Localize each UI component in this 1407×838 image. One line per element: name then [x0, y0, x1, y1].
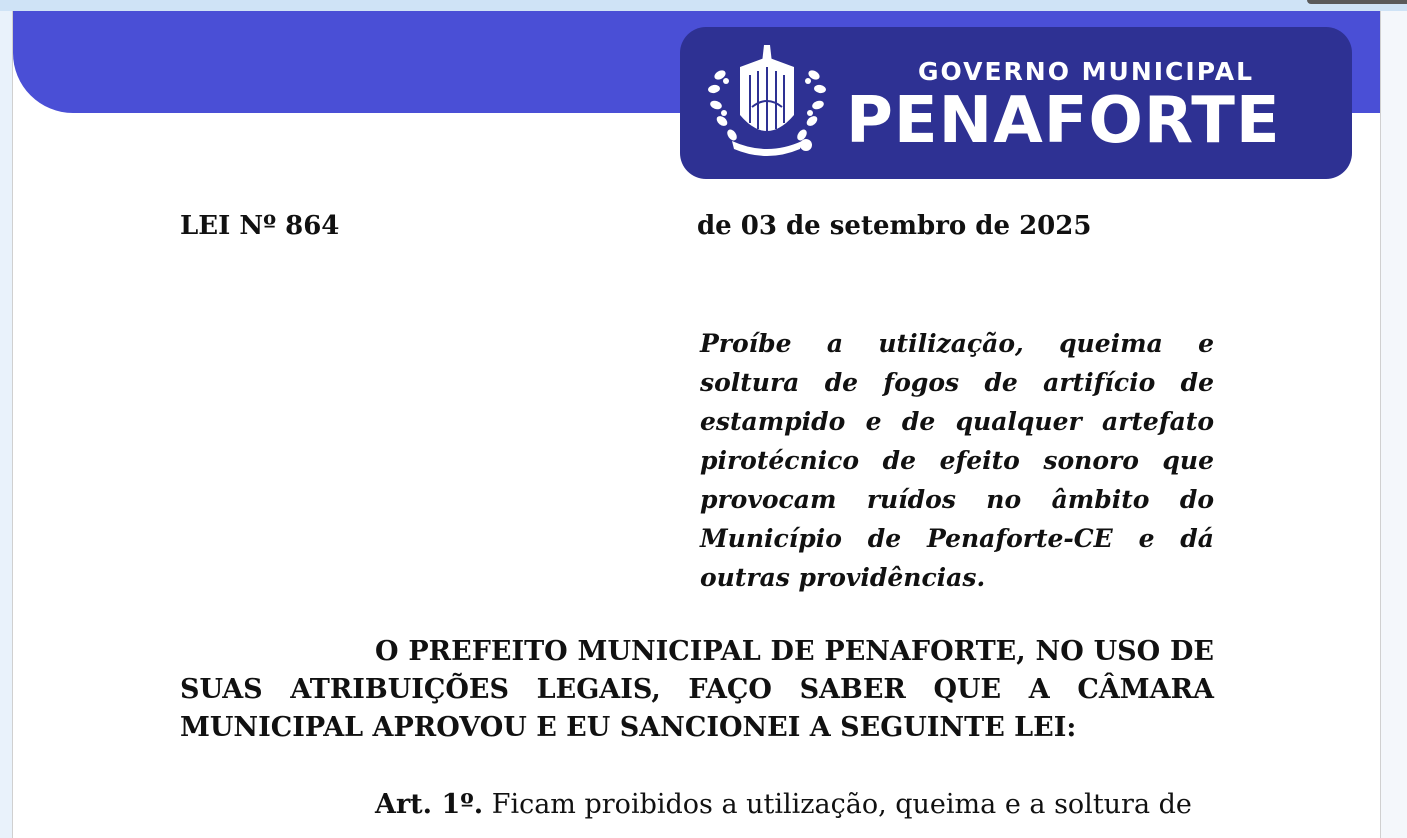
article-1-label: Art. 1º. — [375, 789, 484, 820]
municipal-logo — [680, 27, 1352, 179]
article-1 — [180, 785, 1214, 825]
vertical-scrollbar[interactable] — [1381, 11, 1407, 838]
law-summary: Proíbe a utilização, queima e soltura de fogos de artifício de estampido e de qualquer artefato pirotécnico de efeito sonoro que provocam ruídos no âmbito do Município de Penaforte-CE e dá outras providências. — [700, 329, 1214, 592]
viewer-top-bar — [0, 0, 1407, 11]
window-handle[interactable] — [1307, 0, 1407, 4]
municipal-crest-icon — [702, 45, 832, 165]
document-page — [12, 11, 1381, 838]
article-1-text: Ficam proibidos a utilização, queima e a soltura de — [483, 789, 1192, 820]
law-number: LEI Nº 864 — [180, 211, 340, 241]
law-date: de 03 de setembro de 2025 — [697, 211, 1092, 241]
logo-city-name: PENAFORTE — [846, 84, 1281, 158]
law-preamble: O PREFEITO MUNICIPAL DE PENAFORTE, NO USO DE SUAS ATRIBUIÇÕES LEGAIS, FAÇO SABER QUE A CÂMARA MUNICIPAL APROVOU E EU SANCIONEI A SEGUINTE LEI: — [180, 636, 1214, 743]
logo-government-text: GOVERNO MUNICIPAL — [918, 57, 1255, 86]
